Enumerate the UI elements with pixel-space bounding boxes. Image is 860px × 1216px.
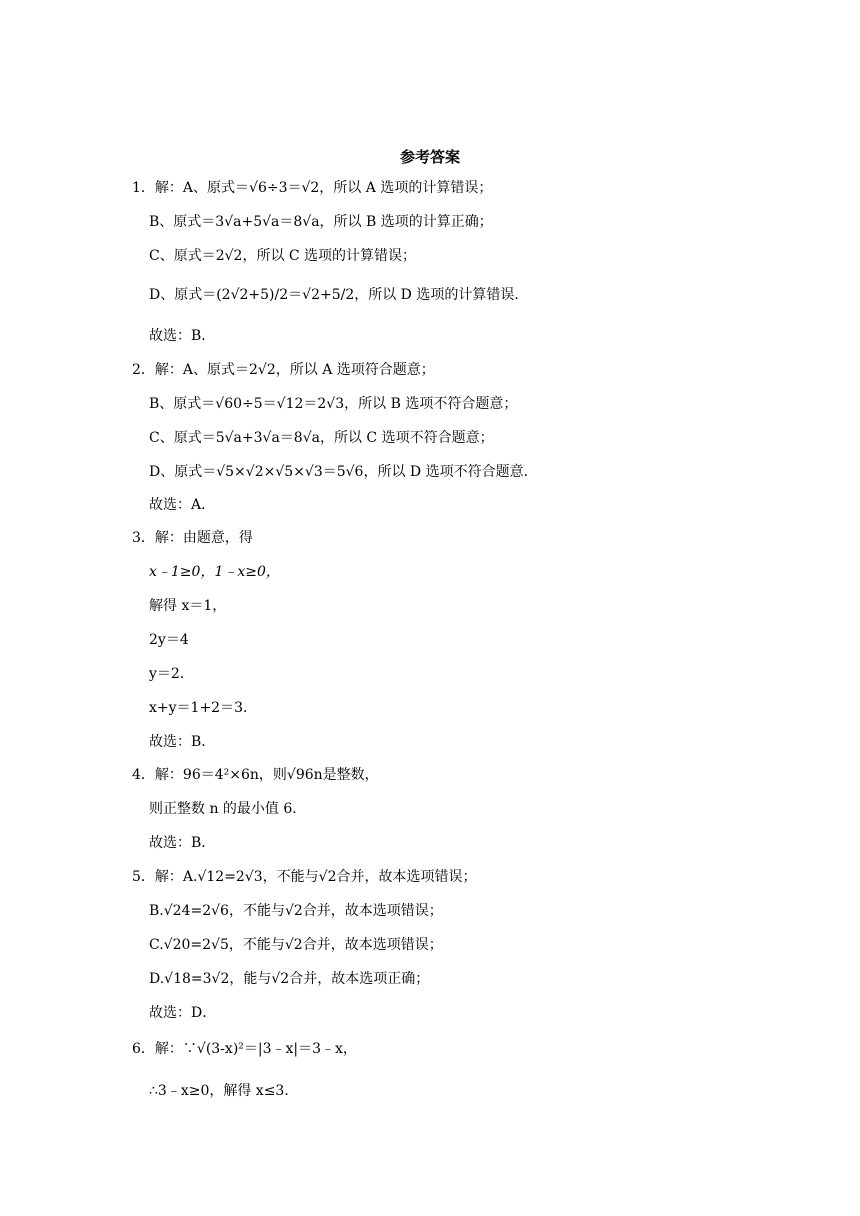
q1-head: 1．解：A、原式＝√6÷3＝√2，所以 A 选项的计算错误； [132, 180, 493, 196]
q6-step-1: ∴3﹣x≥0，解得 x≤3． [149, 1083, 299, 1099]
q2-option-d: D、原式＝√5×√2×√5×√3＝5√6，所以 D 选项不符合题意． [149, 464, 538, 480]
q4-head: 4．解：96＝4²×6n，则√96n是整数， [132, 767, 379, 783]
page-title: 参考答案 [399, 148, 460, 166]
q1-option-b: B、原式＝3√a+5√a＝8√a，所以 B 选项的计算正确； [149, 214, 493, 230]
q3-step-2: 解得 x＝1， [149, 598, 227, 614]
q1-option-c: C、原式＝2√2，所以 C 选项的计算错误； [149, 248, 417, 264]
q4-answer: 故选：B． [149, 835, 216, 851]
q3-answer: 故选：B． [149, 734, 216, 750]
q5-option-b: B.√24=2√6，不能与√2合并，故本选项错误； [149, 903, 443, 919]
q2-option-b: B、原式＝√60÷5＝√12＝2√3，所以 B 选项不符合题意； [149, 396, 518, 412]
q3-head: 3．解：由题意，得 [132, 530, 253, 546]
q2-answer: 故选：A． [149, 497, 216, 513]
q3-step-5: x+y＝1+2＝3． [149, 700, 257, 716]
q1-option-d: D、原式＝(2√2+5)/2＝√2+5/2，所以 D 选项的计算错误． [149, 287, 529, 303]
q5-option-d: D.√18=3√2，能与√2合并，故本选项正确； [149, 971, 430, 987]
q5-option-c: C.√20=2√5，不能与√2合并，故本选项错误； [149, 937, 443, 953]
q3-step-1: x﹣1≥0，1﹣x≥0， [149, 564, 280, 580]
q3-step-3: 2y＝4 [149, 632, 189, 648]
q3-step-4: y＝2． [149, 666, 194, 682]
q2-option-c: C、原式＝5√a+3√a＝8√a，所以 C 选项不符合题意； [149, 430, 494, 446]
q1-answer: 故选：B． [149, 328, 216, 344]
q6-head: 6．解：∵√(3-x)²＝|3﹣x|＝3﹣x， [132, 1041, 357, 1057]
q5-answer: 故选：D． [149, 1005, 217, 1021]
q5-head: 5．解：A.√12=2√3，不能与√2合并，故本选项错误； [132, 869, 477, 885]
q2-head: 2．解：A、原式＝2√2，所以 A 选项符合题意； [132, 362, 435, 378]
q4-step-1: 则正整数 n 的最小值 6． [149, 801, 307, 817]
